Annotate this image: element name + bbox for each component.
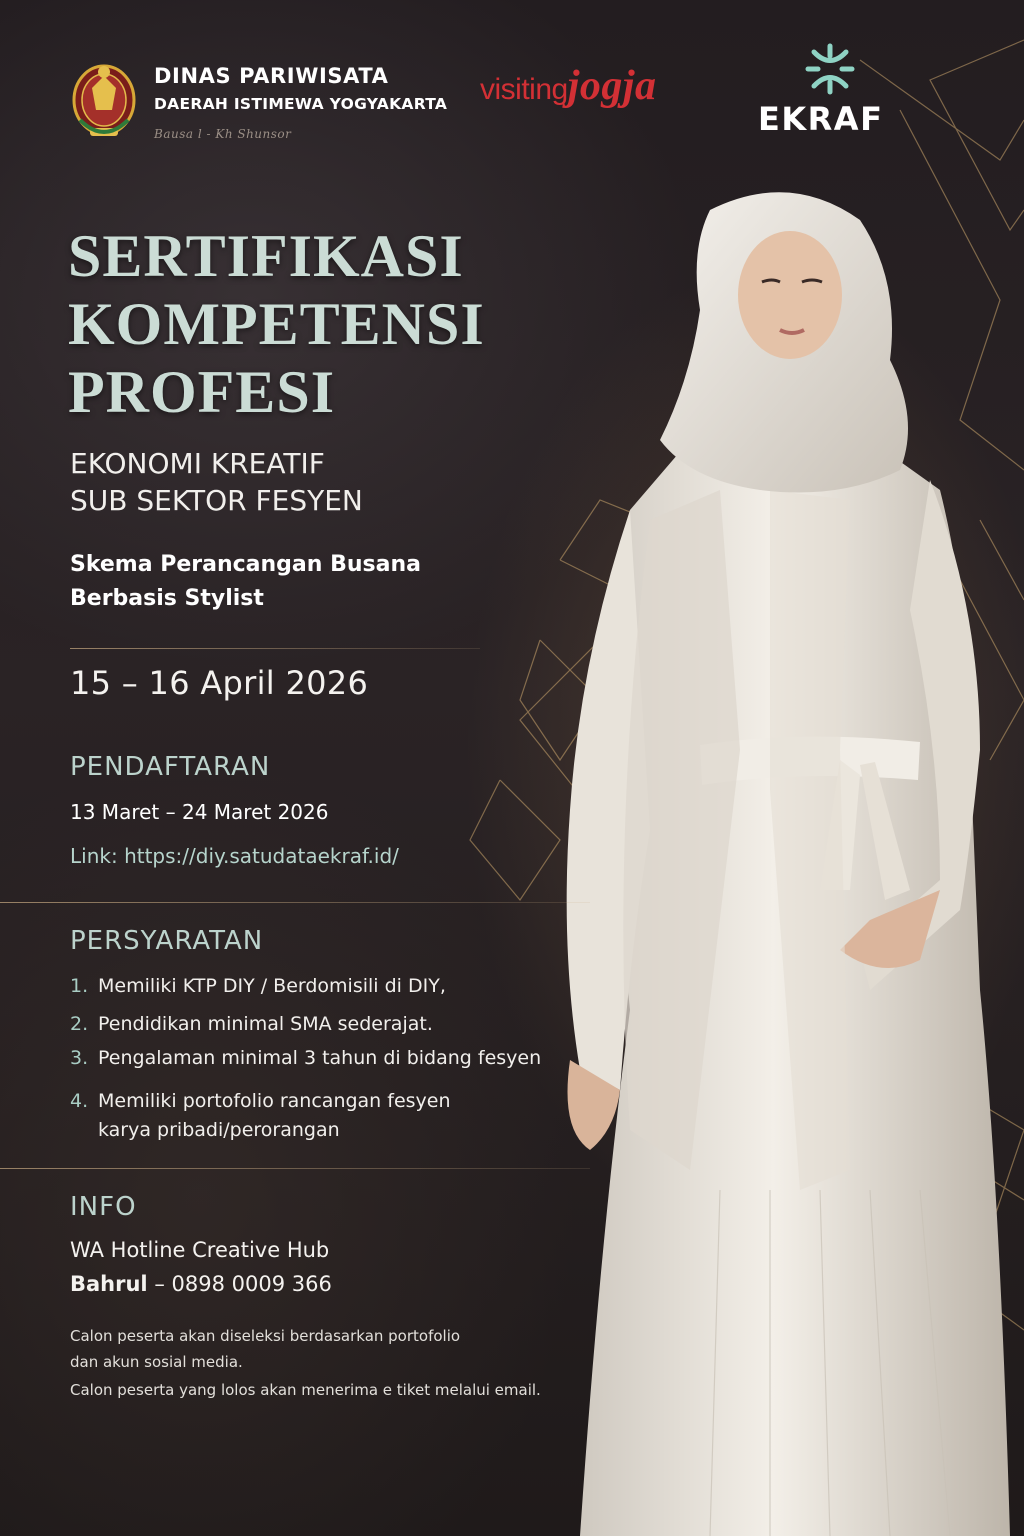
requirement-item — [70, 1090, 451, 1112]
event-date: 15 – 16 April 2026 — [70, 664, 369, 702]
hotline-label: WA Hotline Creative Hub — [70, 1238, 330, 1262]
requirement-text: Memiliki portofolio rancangan fesyen — [98, 1090, 451, 1112]
divider — [0, 1168, 590, 1169]
model-in-white-dress-image — [540, 190, 1020, 1536]
headline-title — [68, 222, 485, 426]
requirement-number: 2. — [70, 1013, 89, 1035]
contact-separator: – — [147, 1272, 172, 1296]
requirement-text: Memiliki KTP DIY / Berdomisili di DIY, — [98, 975, 446, 997]
registration-link[interactable]: https://diy.satudataekraf.id/ — [124, 844, 399, 868]
selection-note: dan akun sosial media. — [70, 1353, 243, 1371]
registration-link-label: Link: — [70, 844, 125, 868]
ekraf-label: EKRAF — [758, 100, 884, 138]
registration-link-row — [70, 844, 399, 868]
contact-phone[interactable]: 0898 0009 366 — [171, 1272, 332, 1296]
agency-title: DINAS PARIWISATA — [154, 64, 389, 88]
info-title: INFO — [70, 1192, 137, 1222]
requirement-item — [70, 1047, 541, 1069]
visiting-word: visiting — [480, 73, 568, 106]
contact-name: Bahrul — [70, 1272, 148, 1296]
requirements-title: PERSYARATAN — [70, 926, 264, 956]
divider — [70, 648, 480, 649]
scheme-name-continued: Berbasis Stylist — [70, 586, 264, 611]
visiting-jogja-logo — [480, 62, 657, 110]
divider — [0, 902, 590, 903]
requirement-number: 3. — [70, 1047, 89, 1069]
requirement-number: 1. — [70, 975, 89, 997]
headline-line: PROFESI — [68, 359, 336, 425]
ticket-note: Calon peserta yang lolos akan menerima e tiket melalui email. — [70, 1381, 541, 1399]
requirement-item — [70, 1013, 433, 1035]
sub-heading-subsector: SUB SEKTOR FESYEN — [70, 484, 363, 517]
ekraf-star-icon — [802, 42, 858, 96]
requirement-item — [70, 975, 446, 997]
requirement-text-continued: karya pribadi/perorangan — [98, 1119, 340, 1141]
contact-line — [70, 1272, 332, 1296]
requirement-number: 4. — [70, 1090, 89, 1112]
selection-note: Calon peserta akan diseleksi berdasarkan portofolio — [70, 1327, 461, 1345]
headline-line: SERTIFIKASI — [68, 223, 464, 289]
registration-dates: 13 Maret – 24 Maret 2026 — [70, 800, 329, 824]
requirement-text: Pendidikan minimal SMA sederajat. — [98, 1013, 433, 1035]
requirement-text: Pengalaman minimal 3 tahun di bidang fesyen — [98, 1047, 542, 1069]
sub-heading-sector: EKONOMI KREATIF — [70, 447, 325, 480]
jogja-word: jogja — [567, 63, 657, 109]
registration-title: PENDAFTARAN — [70, 752, 271, 782]
scheme-name: Skema Perancangan Busana — [70, 552, 421, 577]
yogyakarta-crest-icon — [66, 58, 142, 148]
agency-subtitle: DAERAH ISTIMEWA YOGYAKARTA — [154, 95, 448, 113]
headline-line: KOMPETENSI — [68, 291, 485, 357]
agency-script-signature: Bausa l - Kh Shunsor — [154, 127, 292, 141]
